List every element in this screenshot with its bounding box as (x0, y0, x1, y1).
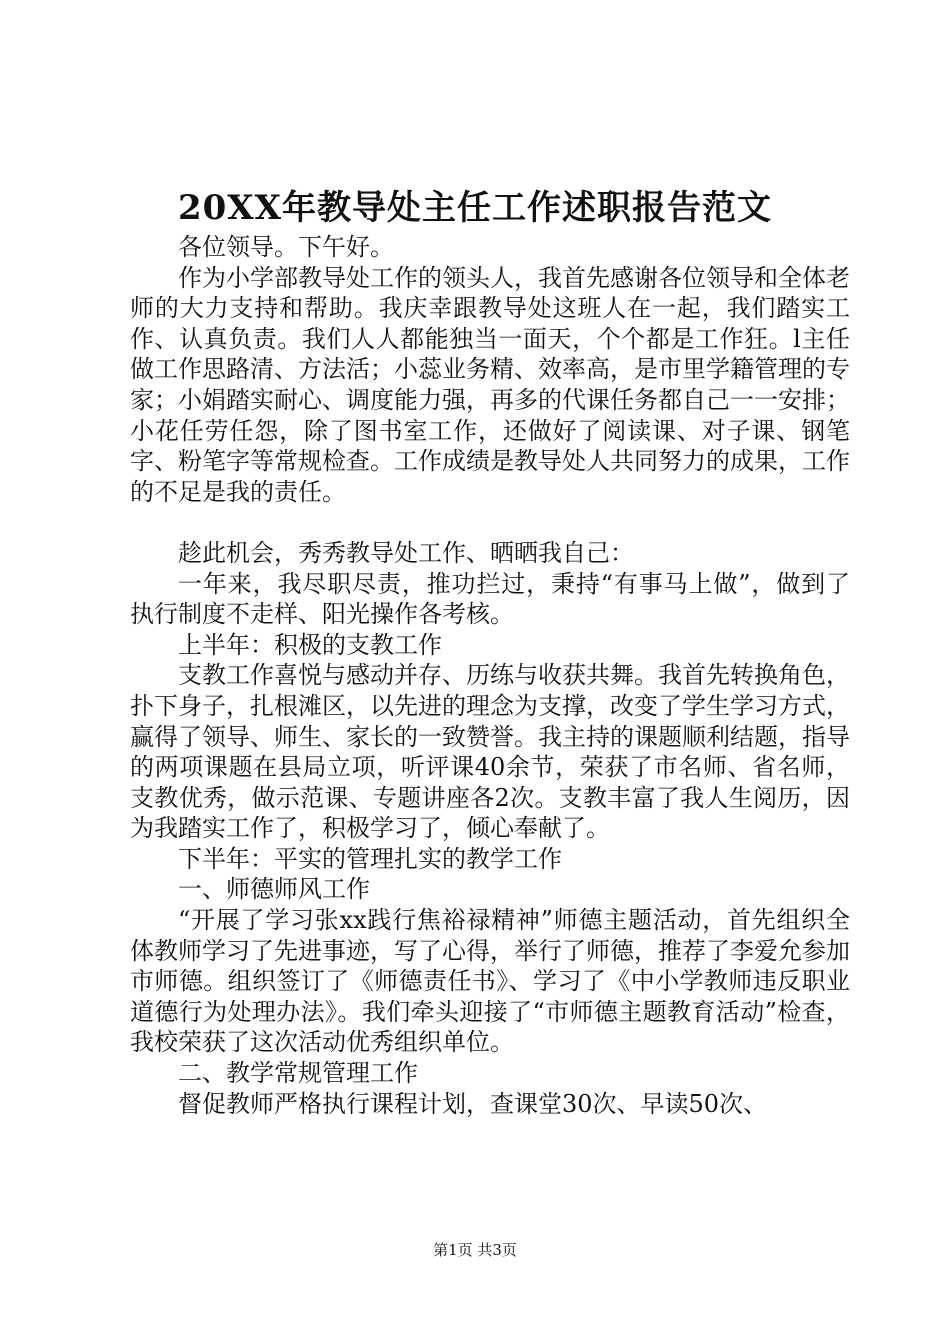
paragraph-support-teaching: 支教工作喜悦与感动并存、历练与收获共舞。我首先转换角色，扑下身子，扎根滩区，以先进的理念为支撑，改变了学生学习方式，赢得了领导、师生、家长的一致赞誉。我主持的课题顺利结题，指导的两项课题在县局立项，听评课40余节，荣获了市名师、省名师，支教优秀，做示范课、专题讲座各2次。支教丰富了我人生阅历，因为我踏实工作了，积极学习了，倾心奉献了。 (130, 661, 850, 843)
page-footer: 第1页 共3页 (433, 1241, 517, 1259)
paragraph-routine: 督促教师严格执行课程计划，查课堂30次、早读50次、 (178, 1089, 768, 1118)
paragraph-year-summary: 一年来，我尽职尽责，推功拦过，秉持“有事马上做”，做到了执行制度不走样、阳光操作各考核。 (130, 569, 850, 629)
document-body (130, 232, 850, 1119)
section-heading-first-half: 上半年：积极的支教工作 (178, 630, 442, 659)
paragraph-greeting: 各位领导。下午好。 (178, 233, 394, 261)
paragraph-opportunity: 趁此机会，秀秀教导处工作、晒晒我自己： (178, 538, 634, 567)
document-title: 20XX年教导处主任工作述职报告范文 (177, 188, 773, 228)
paragraph-ethics: “开展了学习张xx践行焦裕禄精神”师德主题活动，首先组织全体教师学习了先进事迹，写了心得，举行了师德，推荐了李爱允参加市师德。组织签订了《师德责任书》、学习了《中小学教师违反职业道德行为处理办法》。我们牵头迎接了“市师德主题教育活动”检查，我校荣获了这次活动优秀组织单位。 (130, 906, 850, 1057)
paragraph-intro: 作为小学部教导处工作的领头人，我首先感谢各位领导和全体老师的大力支持和帮助。我庆幸跟教导处这班人在一起，我们踏实工作、认真负责。我们人人都能独当一面天，个个都是工作狂。l主任做工作思路清、方法活；小蕊业务精、效率高，是市里学籍管理的专家；小娟踏实耐心、调度能力强，再多的代课任务都自己一一安排；小花任劳任怨，除了图书室工作，还做好了阅读课、对子课、钢笔字、粉笔字等常规检查。工作成绩是教导处人共同努力的成果，工作的不足是我的责任。 (130, 263, 850, 506)
section-heading-ethics: 一、师德师风工作 (178, 875, 370, 904)
section-heading-second-half: 下半年：平实的管理扎实的教学工作 (178, 844, 562, 873)
section-heading-routine: 二、教学常规管理工作 (178, 1059, 418, 1088)
